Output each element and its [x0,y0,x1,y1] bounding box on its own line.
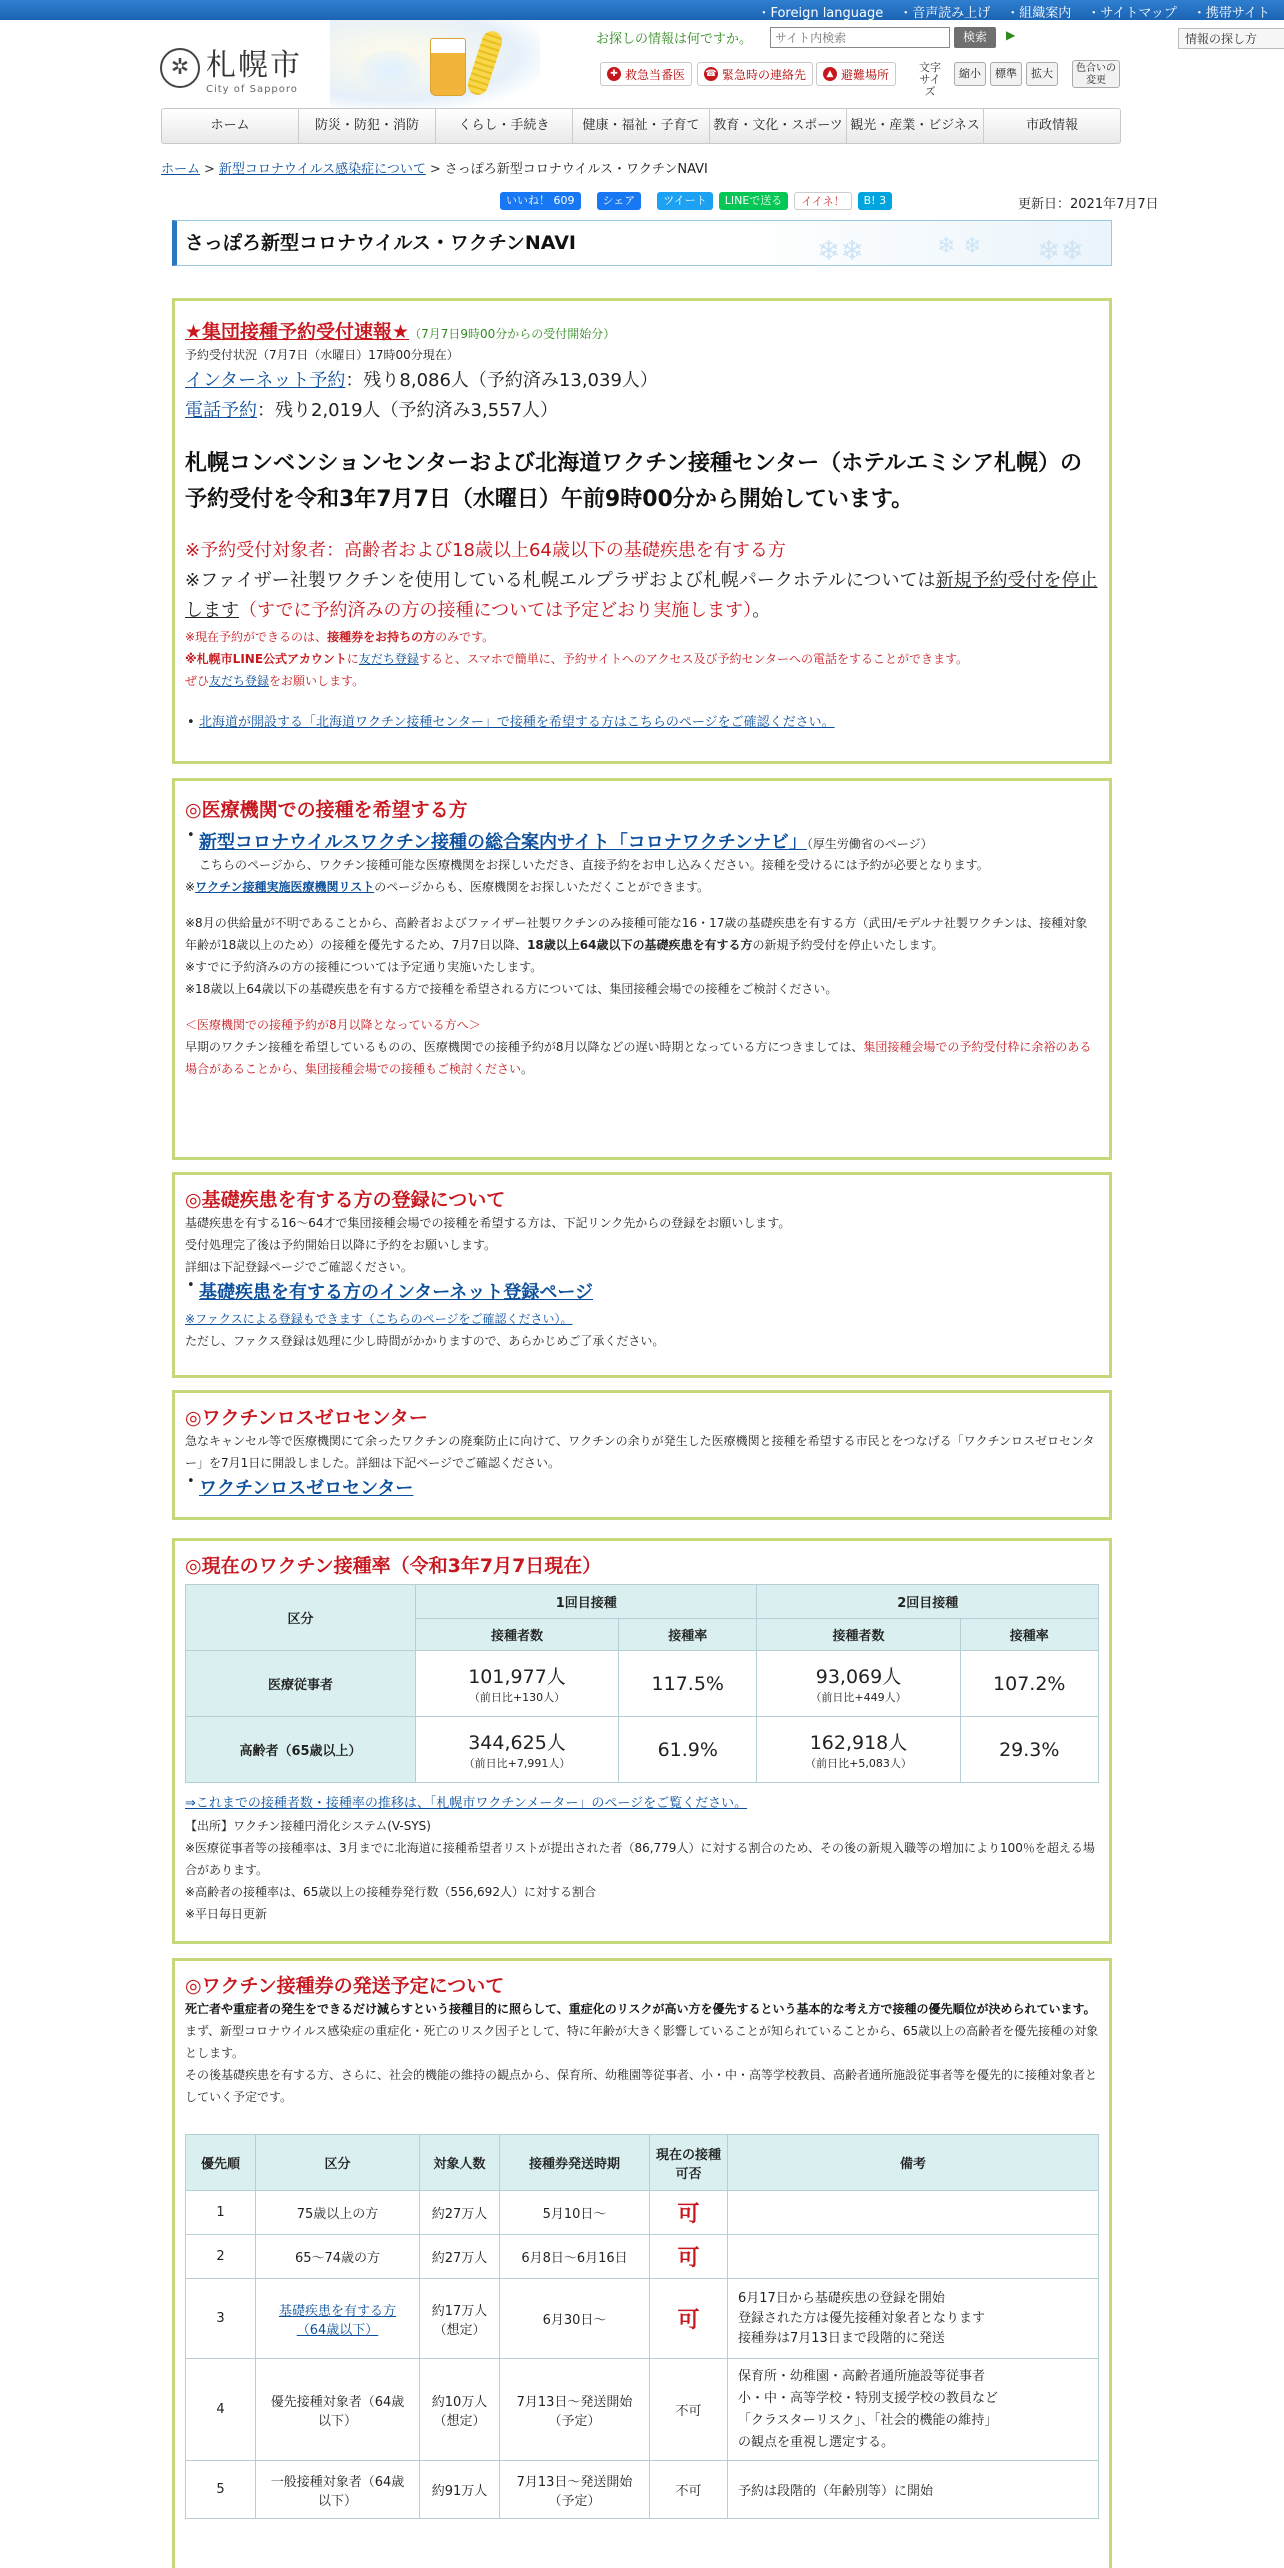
table-row [186,2461,1099,2519]
logo-subtitle: City of Sapporo [206,84,298,95]
medical-heading: ◎医療機関での接種を希望する方 [185,799,468,821]
color-change-button[interactable]: 色合いの変更 [1072,60,1120,88]
underlying-heading: ◎基礎疾患を有する方の登録について [185,1189,506,1211]
table-header: 接種率 [619,1619,757,1651]
target-count: 約27万人 [420,2191,500,2235]
second-dose-count: 162,918人 [809,1732,908,1754]
elderly-rate-note: ※高齢者の接種率は、65歳以上の接種券発行数（556,692人）に対する割合 [185,1885,596,1899]
splash-graphic [360,50,420,90]
underlying-condition-link[interactable]: 基礎疾患を有する方（64歳以下） [278,2303,396,2338]
line-notice-text: すると、スマホで簡単に、予約サイトへのアクセス及び予約センターへの電話をすることができます。 [418,652,969,666]
nav-living[interactable]: くらし・手続き [436,109,573,143]
list-item [185,1474,1099,1500]
fax-registration-link[interactable]: ※ファクスによる登録もできます（こちらのページをご確認ください）。 [185,1312,573,1326]
nav-health[interactable]: 健康・福祉・子育て [573,109,710,143]
global-navigation [161,108,1121,144]
category: 一般接種対象者（64歳以下） [256,2461,420,2519]
ticket-notice-end: のみです。 [435,630,495,644]
ticket-schedule-table [185,2134,1099,2519]
emergency-contact-button[interactable] [697,62,813,86]
priority-number: 3 [186,2279,256,2359]
reservation-heading: ★集団接種予約受付速報★ [185,321,410,343]
institution-list-note [185,876,1099,898]
table-cell [416,1717,619,1783]
nav-education[interactable]: 教育・文化・スポーツ [710,109,847,143]
header-banner-image [330,20,540,108]
font-normal-button[interactable]: 標準 [990,62,1022,86]
table-header: 2回目接種 [757,1585,1099,1619]
availability: 可 [650,2235,728,2279]
table-header: 備考 [728,2135,1099,2191]
august-notice [185,1036,1099,1080]
page-title-text: さっぽろ新型コロナウイルス・ワクチンNAVI [185,232,577,254]
ship-date: 5月10日～ [500,2191,650,2235]
august-subheading: ＜医療機関での接種予約が8月以降となっている方へ＞ [185,1018,481,1032]
pfizer-notice-text: ※ファイザー社製ワクチンを使用している札幌エルプラザおよび札幌パークホテルについては [185,570,936,591]
target-count: 約17万人（想定） [420,2279,500,2359]
link-organization[interactable]: ・ 組織案内 [1006,2,1071,21]
priority-number: 2 [186,2235,256,2279]
first-dose-rate: 61.9% [619,1717,757,1783]
fax-note: ただし、ファクス登録は処理に少し時間がかかりますので、あらかじめご了承ください。 [185,1334,665,1348]
second-dose-diff: （前日比+5,083人） [805,1757,912,1770]
priority-elderly: まず、新型コロナウイルス感染症の重症化・死亡のリスク因子として、特に年齢が大きく影響していることが知られていることから、65歳以上の高齢者を優先接種の対象とします。 [185,2024,1099,2060]
navi-note: （厚生労働省のページ） [806,837,933,851]
remarks [728,2235,1099,2279]
list-item [185,1278,1099,1304]
first-dose-count: 344,625人 [468,1732,566,1754]
line-notice [185,648,1099,670]
group-vaccination-note: ※18歳以上64歳以下の基礎疾患を有する方で接種を希望される方については、集団接種会場での接種をご検討ください。 [185,982,838,996]
phone-icon: ☎ [705,69,717,79]
updated-date: 更新日：2021年7月7日 [1018,197,1159,212]
underlying-condition-box [172,1172,1112,1378]
utility-links [757,2,1270,21]
table-header: 接種率 [960,1619,1098,1651]
medical-icon: ✚ [607,67,621,81]
priority-principle: 死亡者や重症者の発生をできるだけ減らすという接種目的に照らして、重症化のリスクが高い方を優先するという基本的な考え方で接種の優先順位が決められています。 [185,2002,1096,2016]
logo-title: 札幌市 [206,48,302,83]
beer-glass-graphic [430,38,466,96]
remarks: 6月17日から基礎疾患の登録を開始 登録された方は優先接種対象者となります 接種券は7月13日まで段階的に発送 [728,2279,1099,2359]
table-header: 優先順 [186,2135,256,2191]
hokkaido-center-link[interactable]: 北海道が開設する「北海道ワクチン接種センター」で接種を希望する方はこちらのページをご確認ください。 [199,715,835,730]
vaccine-loss-zero-box [172,1390,1112,1520]
loss-zero-center-link[interactable]: ワクチンロスゼロセンター [199,1478,414,1499]
hatena-bookmark-button[interactable]: B! 3 [858,192,892,210]
search-question: お探しの情報は何ですか。 [596,32,753,47]
font-size-label: 文字サイズ [919,61,941,98]
table-header: 接種者数 [416,1619,619,1651]
line-send-button[interactable]: LINEで送る [719,192,789,210]
top-utility-bar [0,0,1284,20]
loss-zero-description: 急なキャンセル等で医療機関にて余ったワクチンの廃棄防止に向けて、ワクチンの余りが発生した医療機関と接種を希望する市民とをつなげる「ワクチンロスゼロセンター」を7月1日に開設しました。詳細は下記ページでご確認ください。 [185,1434,1095,1470]
availability: 可 [650,2279,728,2359]
vaccination-rate-table [185,1584,1099,1783]
priority-number: 5 [186,2461,256,2519]
table-header: 区分 [186,1585,416,1651]
first-dose-rate: 117.5% [619,1651,757,1717]
facebook-like-button[interactable]: いいね！ 609 [500,192,581,210]
table-row [186,2279,1099,2359]
second-dose-diff: （前日比+449人） [810,1691,907,1704]
existing-reservation-note: ※すでに予約済みの方の接種については予定通り実施いたします。 [185,960,543,974]
table-row [186,2359,1099,2461]
medical-institution-box [172,778,1112,1160]
supply-notice-text: ※8月の供給量が不明であることから、高齢者およびファイザー社製ワクチンのみ接種可能な16・17歳の基礎疾患を有する方（武田/モデルナ社製ワクチンは、接種対象年齢が18歳以上のため）の接種を優先するため、7月7日以降、 [185,916,1088,952]
emergency-doctor-label: 救急当番医 [625,67,686,82]
pfizer-notice [185,566,1099,626]
ticket-notice-bold: 接種券をお持ちの方 [327,630,436,644]
availability: 不可 [650,2461,728,2519]
page-title [172,220,1112,266]
evacuation-site-button[interactable] [816,62,896,86]
table-header: 対象人数 [420,2135,500,2191]
target-count: 約27万人 [420,2235,500,2279]
iine-button[interactable]: イイネ！ [794,192,851,210]
loss-zero-heading: ◎ワクチンロスゼロセンター [185,1407,428,1429]
priority-others: その後基礎疾患を有する方、さらに、社会的機能の維持の観点から、保育所、幼稚園等従事者、小・中・高等学校教員、高齢者通所施設従事者等を優先的に接種対象者としていく予定です。 [185,2068,1098,2104]
line-notice-2 [185,670,1099,692]
nav-tourism[interactable]: 観光・産業・ビジネス [847,109,984,143]
snowflake-icon: ❄❄ [1037,234,1084,267]
reservation-announcement: 札幌コンベンションセンターおよび北海道ワクチン接種センター（ホテルエミシア札幌）の予約受付を令和3年7月7日（水曜日）午前9時00分から開始しています。 [185,451,1083,512]
table-header: 接種券発送時期 [500,2135,650,2191]
table-header: 区分 [256,2135,420,2191]
breadcrumb-home[interactable]: ホーム [161,162,201,177]
snowflake-icon: ❄❄ [817,234,864,267]
emergency-doctor-button[interactable] [600,62,692,86]
first-dose-count: 101,977人 [468,1666,566,1688]
ticket-schedule-heading: ◎ワクチン接種券の発送予定について [185,1975,505,1997]
institution-list-link[interactable]: ワクチン接種実施医療機関リスト [195,880,375,894]
line-notice-2-pre: ぜひ [185,674,210,688]
nav-disaster[interactable]: 防災・防犯・消防 [299,109,436,143]
evacuation-icon: ▲ [823,67,837,81]
triangle-right-icon: ▶ [1006,28,1016,42]
emergency-contact-label: 緊急時の連絡先 [722,67,807,82]
line-notice-2-end: をお願いします。 [269,674,365,688]
remarks: 保育所・幼稚園・高齢者通所施設等従事者 小・中・高等学校・特別支援学校の教員など 「クラスターリスク」、「社会的機能の維持」 の観点を重視し選定する。 [728,2359,1099,2461]
city-emblem-icon: ✲ [160,48,200,88]
line-notice-mid: に [346,652,359,666]
nav-city-info[interactable]: 市政情報 [1025,118,1078,133]
availability: 不可 [650,2359,728,2461]
site-header [0,20,1284,108]
evacuation-site-label: 避難場所 [841,67,890,82]
category: 65～74歳の方 [256,2235,420,2279]
internet-remaining: ：残り8,086人（予約済み13,039人） [345,370,658,391]
second-dose-count: 93,069人 [815,1666,902,1688]
priority-number: 1 [186,2191,256,2235]
category [256,2279,420,2359]
table-header: 1回目接種 [416,1585,757,1619]
table-cell [757,1717,960,1783]
vaccine-meter-link[interactable]: ⇒これまでの接種者数・接種率の推移は、「札幌市ワクチンメーター」のページをご覧ください。 [185,1796,748,1811]
friend-register-link-2[interactable]: 友だち登録 [209,674,270,688]
priority-number: 4 [186,2359,256,2461]
tweet-button[interactable]: ツイート [657,192,712,210]
ticket-notice-text: ※現在予約ができるのは、 [185,630,328,644]
corona-vaccine-navi-link[interactable]: 新型コロナウイルスワクチン接種の総合案内サイト「コロナワクチンナビ」 [199,832,807,853]
link-mobile[interactable]: ・ 携帯サイト [1193,2,1270,21]
august-notice-red: 集団接種会場での予約受付枠に余裕のある場合があることから、集団接種会場での接種もご検討ください [185,1040,1092,1076]
friend-register-link[interactable]: 友だち登録 [358,652,419,666]
pfizer-notice-end: 。 [752,600,771,621]
category: 優先接種対象者（64歳以下） [256,2359,420,2461]
supply-notice-end: の新規予約受付を停止いたします。 [752,938,944,952]
breadcrumb: ホーム > 新型コロナウイルス感染症について > さっぽろ新型コロナウイルス・ワクチンNAVI [161,162,708,177]
table-cell [757,1651,960,1717]
search-help-label: 情報の探し方 [1178,28,1284,49]
row-label: 高齢者（65歳以上） [186,1717,416,1783]
ticket-notice [185,626,1099,648]
august-notice-text: 早期のワクチン接種を希望しているものの、医療機関での接種予約が8月以降などの遅い時期となっている方につきましては、 [185,1040,864,1054]
navi-description: こちらのページから、ワクチン接種可能な医療機関をお探しいただき、直接予約をお申し込みください。接種を受けるには予約が必要となります。 [199,858,989,872]
row-label: 医療従事者 [186,1651,416,1717]
institution-list-text: のページからも、医療機関をお探しいただくことができます。 [374,880,710,894]
supply-notice [185,912,1099,956]
vaccination-rate-box [172,1538,1112,1944]
corn-graphic [465,29,504,98]
table-row [186,2235,1099,2279]
reservation-status: 予約受付状況（7月7日（水曜日）17時00分現在） [185,348,459,362]
snowflake-icon: ❄ ❄ [937,234,982,259]
line-account-label: ※札幌市LINE公式アカウント [185,652,347,666]
internet-reservation-link[interactable]: インターネット予約 [185,370,346,391]
new-reservation-stop-link[interactable]: 新規予約受付を停止します [185,570,1098,621]
font-larger-button[interactable]: 拡大 [1026,62,1058,86]
target-count: 約10万人（想定） [420,2359,500,2461]
table-cell [416,1651,619,1717]
remarks [728,2191,1099,2235]
table-row [186,1651,1099,1717]
remarks: 予約は段階的（年齢別等）に開始 [728,2461,1099,2519]
supply-notice-bold: 18歳以上64歳以下の基礎疾患を有する方 [527,938,753,952]
table-header: 現在の接種可否 [650,2135,728,2191]
table-header: 接種者数 [757,1619,960,1651]
table-row [186,2191,1099,2235]
first-dose-diff: （前日比+130人） [468,1691,566,1704]
facebook-share-button[interactable]: シェア [597,192,642,210]
breadcrumb-current: さっぽろ新型コロナウイルス・ワクチンNAVI [444,162,708,177]
nav-home[interactable]: ホーム [162,109,299,143]
ship-date: 6月30日～ [500,2279,650,2359]
reservation-heading-note: （7月7日9時00分からの受付開始分） [409,327,616,341]
site-logo[interactable] [160,40,302,95]
ship-date: 6月8日～6月16日 [500,2235,650,2279]
reservation-status-box [172,298,1112,764]
search-help-link[interactable] [1006,28,1258,46]
ship-date: 7月13日～発送開始（予定） [500,2461,650,2519]
underlying-line-3: 詳細は下記登録ページでご確認ください。 [185,1260,413,1274]
internet-registration-link[interactable]: 基礎疾患を有する方のインターネット登録ページ [199,1282,594,1303]
phone-reservation-link[interactable]: 電話予約 [185,400,257,421]
phone-remaining: ：残り2,019人（予約済み3,557人） [257,400,559,421]
underlying-line-1: 基礎疾患を有する16～64才で集団接種会場での接種を希望する方は、下記リンク先からの登録をお願いします。 [185,1216,791,1230]
first-dose-diff: （前日比+7,991人） [463,1757,571,1770]
social-buttons [500,192,892,210]
second-dose-rate: 107.2% [960,1651,1098,1717]
update-note: ※平日毎日更新 [185,1907,268,1921]
underlying-line-2: 受付処理完了後は予約開始日以降に予約をお願いします。 [185,1238,497,1252]
link-sitemap[interactable]: ・ サイトマップ [1087,2,1177,21]
link-foreign-language[interactable]: ・ Foreign language [757,2,883,21]
august-notice-end: 。 [521,1062,534,1076]
source-note: 【出所】ワクチン接種円滑化システム(V-SYS) [185,1819,431,1833]
font-smaller-button[interactable]: 縮小 [954,62,986,86]
link-read-aloud[interactable]: ・ 音声読み上げ [899,2,990,21]
institution-list-pre: ※ [185,880,196,894]
site-search-input[interactable] [770,27,950,48]
second-dose-rate: 29.3% [960,1717,1098,1783]
breadcrumb-covid[interactable]: 新型コロナウイルス感染症について [218,162,426,177]
ticket-schedule-box [172,1958,1112,2568]
target-count: 約91万人 [420,2461,500,2519]
vaccination-rate-heading: ◎現在のワクチン接種率（令和3年7月7日現在） [185,1555,602,1577]
search-button[interactable]: 検索 [954,27,996,48]
medical-rate-note: ※医療従事者等の接種率は、3月までに北海道に接種希望者リストが提出された者（86,779人）に対する割合のため、その後の新規入職等の増加により100％を超える場合があります。 [185,1841,1095,1877]
list-item [185,828,1099,854]
table-row [186,1717,1099,1783]
availability: 可 [650,2191,728,2235]
pfizer-notice-red: （すでに予約済みの方の接種については予定どおり実施します） [239,600,753,621]
category: 75歳以上の方 [256,2191,420,2235]
reservation-target: ※予約受付対象者：高齢者および18歳以上64歳以下の基礎疾患を有する方 [185,540,786,561]
ship-date: 7月13日～発送開始（予定） [500,2359,650,2461]
list-item [185,712,1099,734]
